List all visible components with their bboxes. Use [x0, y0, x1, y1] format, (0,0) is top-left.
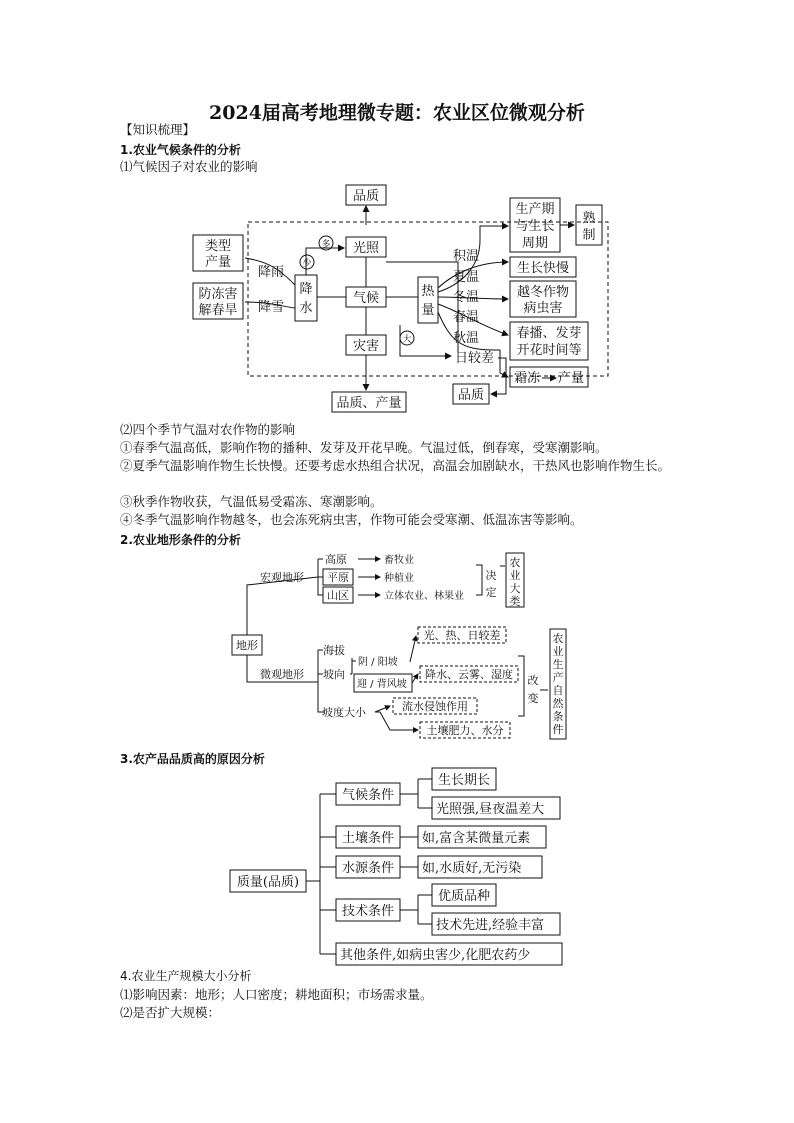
label-summer-temp: 夏温	[453, 270, 480, 285]
label-plateau: 高原	[325, 553, 347, 566]
label-plain: 平原	[327, 571, 349, 584]
season-item-autumn: ③秋季作物收获，气温低易受霜冻、寒潮影响。	[120, 494, 383, 509]
label-windward: 迎 / 背风坡	[357, 679, 407, 690]
label-change-1: 改	[527, 674, 539, 687]
label-long-period: 生长期长	[437, 773, 491, 788]
label-heat-2: 量	[421, 303, 435, 318]
quality-diagram	[225, 765, 570, 970]
label-nat-3: 生	[552, 658, 564, 671]
label-nat-4: 产	[552, 671, 564, 684]
label-spring-sowing-1: 春播、发芽	[516, 326, 582, 341]
label-trace-elements: 如,富含某微量元素	[422, 831, 531, 846]
label-soil-cond: 土壤条件	[341, 831, 395, 846]
label-big: 大	[402, 335, 412, 345]
season-item-winter: ④冬季气温影响作物越冬，也会冻死病虫害，作物可能会受寒潮、低温冻害等影响。	[120, 512, 583, 527]
label-snow: 降雪	[258, 300, 285, 315]
label-ag-type-4: 类	[509, 595, 521, 608]
label-production-2: 与生长	[515, 219, 555, 234]
label-nat-7: 条	[552, 710, 564, 723]
label-spring-drought: 解春旱	[198, 303, 238, 318]
label-ripening-1: 熟	[582, 211, 596, 226]
label-root: 质量(品质)	[236, 875, 300, 890]
label-aspect: 坡向	[323, 668, 345, 681]
season-item-summer: ②夏季气温影响作物生长快慢。还要考虑水热组合状况，高温会加剧缺水，干热风也影响作物生长。	[120, 458, 671, 473]
section4-heading: 4.农业生产规模大小分析	[120, 969, 252, 983]
label-heat-1: 热	[421, 284, 435, 299]
label-type: 类型	[204, 239, 232, 254]
label-quality-yield: 品质、产量	[336, 396, 402, 411]
label-ag-type-2: 业	[509, 569, 521, 582]
label-more: 多	[321, 240, 331, 250]
section1-subheading-2: ⑵四个季节气温对农作物的影响	[120, 422, 296, 437]
label-advanced-tech: 技术先进,经验丰富	[436, 918, 545, 933]
label-spring-temp: 春温	[453, 310, 480, 325]
label-quality-top: 品质	[352, 189, 380, 204]
climate-factors-diagram	[190, 180, 610, 415]
label-precip-1: 降	[299, 282, 313, 297]
label-diurnal-range: 日较差	[455, 351, 495, 366]
label-disaster: 灾害	[352, 339, 380, 354]
label-climate-cond: 气候条件	[341, 788, 395, 803]
label-nat-8: 件	[552, 723, 564, 736]
label-change-2: 变	[527, 692, 539, 705]
label-precip-2: 水	[299, 301, 313, 316]
section4-item-2: ⑵是否扩大规模：	[120, 1005, 221, 1020]
section4-item-1: ⑴影响因素：地形；人口密度；耕地面积；市场需求量。	[120, 987, 433, 1002]
label-yield: 产量	[204, 255, 232, 270]
label-nat-1: 农	[552, 632, 564, 645]
label-precip-fog: 降水、云雾、湿度	[425, 668, 513, 681]
label-erosion: 流水侵蚀作用	[402, 700, 468, 713]
label-climate: 气候	[352, 291, 380, 306]
label-fast-growth: 生长快慢	[516, 261, 570, 276]
terrain-diagram	[228, 548, 578, 743]
label-macro: 宏观地形	[260, 571, 304, 584]
label-planting: 种植业	[384, 573, 414, 584]
label-water-cond: 水源条件	[341, 861, 395, 876]
label-quality-bottom: 品质	[457, 388, 485, 403]
section2-heading: 2.农业地形条件的分析	[120, 533, 241, 547]
label-decide-1: 决	[485, 569, 497, 582]
label-accumulated-temp: 积温	[453, 249, 480, 264]
label-soil-fertility: 土壤肥力、水分	[426, 724, 504, 737]
label-winter-temp: 冬温	[453, 290, 480, 305]
label-ag-type-1: 农	[509, 556, 521, 569]
label-nat-6: 然	[552, 697, 564, 710]
label-spring-sowing-2: 开花时间等	[516, 343, 582, 358]
section1-subheading-1: ⑴气候因子对农业的影响	[120, 159, 258, 174]
label-frost-yield: 产量	[558, 371, 585, 386]
label-mountain: 山区	[327, 589, 349, 602]
label-overwinter-2: 病虫害	[523, 301, 563, 316]
label-overwinter-1: 越冬作物	[516, 285, 570, 300]
label-tech-cond: 技术条件	[341, 904, 395, 919]
label-fine-variety: 优质品种	[437, 889, 491, 904]
label-decide-2: 定	[485, 586, 497, 599]
label-frost: 霜冻	[514, 371, 541, 386]
label-autumn-temp: 秋温	[453, 331, 480, 346]
label-ag-type-3: 大	[509, 582, 521, 595]
label-stereo: 立体农业、林果业	[384, 591, 464, 602]
label-shady-sunny: 阴 / 阳坡	[358, 657, 398, 668]
label-altitude: 海拔	[323, 644, 345, 657]
season-item-spring: ①春季气温高低，影响作物的播种、发芽及开花早晚。气温过低，倒春寒，受寒潮影响。	[120, 440, 608, 455]
label-production-3: 周期	[521, 236, 549, 251]
label-good-water: 如,水质好,无污染	[422, 861, 522, 876]
label-nat-2: 业	[552, 645, 564, 658]
label-terrain: 地形	[236, 639, 258, 652]
label-production-1: 生产期	[515, 202, 555, 217]
section-label-knowledge: 【知识梳理】	[120, 122, 196, 137]
label-sunlight: 光照	[352, 241, 380, 256]
label-micro: 微观地形	[260, 668, 304, 681]
label-livestock: 畜牧业	[384, 555, 414, 566]
label-ripening-2: 制	[582, 228, 596, 243]
label-antifreeze: 防冻害	[198, 287, 238, 302]
label-other-cond: 其他条件,如病虫害少,化肥农药少	[340, 948, 531, 963]
label-slope-size: 坡度大小	[322, 706, 366, 719]
label-nat-5: 自	[552, 684, 564, 697]
page-title: 2024届高考地理微专题：农业区位微观分析	[209, 102, 585, 124]
label-strong-light: 光照强,昼夜温差大	[436, 802, 545, 817]
label-light-heat: 光、热、日较差	[423, 629, 501, 642]
section3-heading: 3.农产品品质高的原因分析	[120, 752, 265, 766]
label-rain: 降雨	[258, 265, 285, 280]
section1-heading: 1.农业气候条件的分析	[120, 143, 241, 157]
label-less: 少	[302, 259, 312, 269]
